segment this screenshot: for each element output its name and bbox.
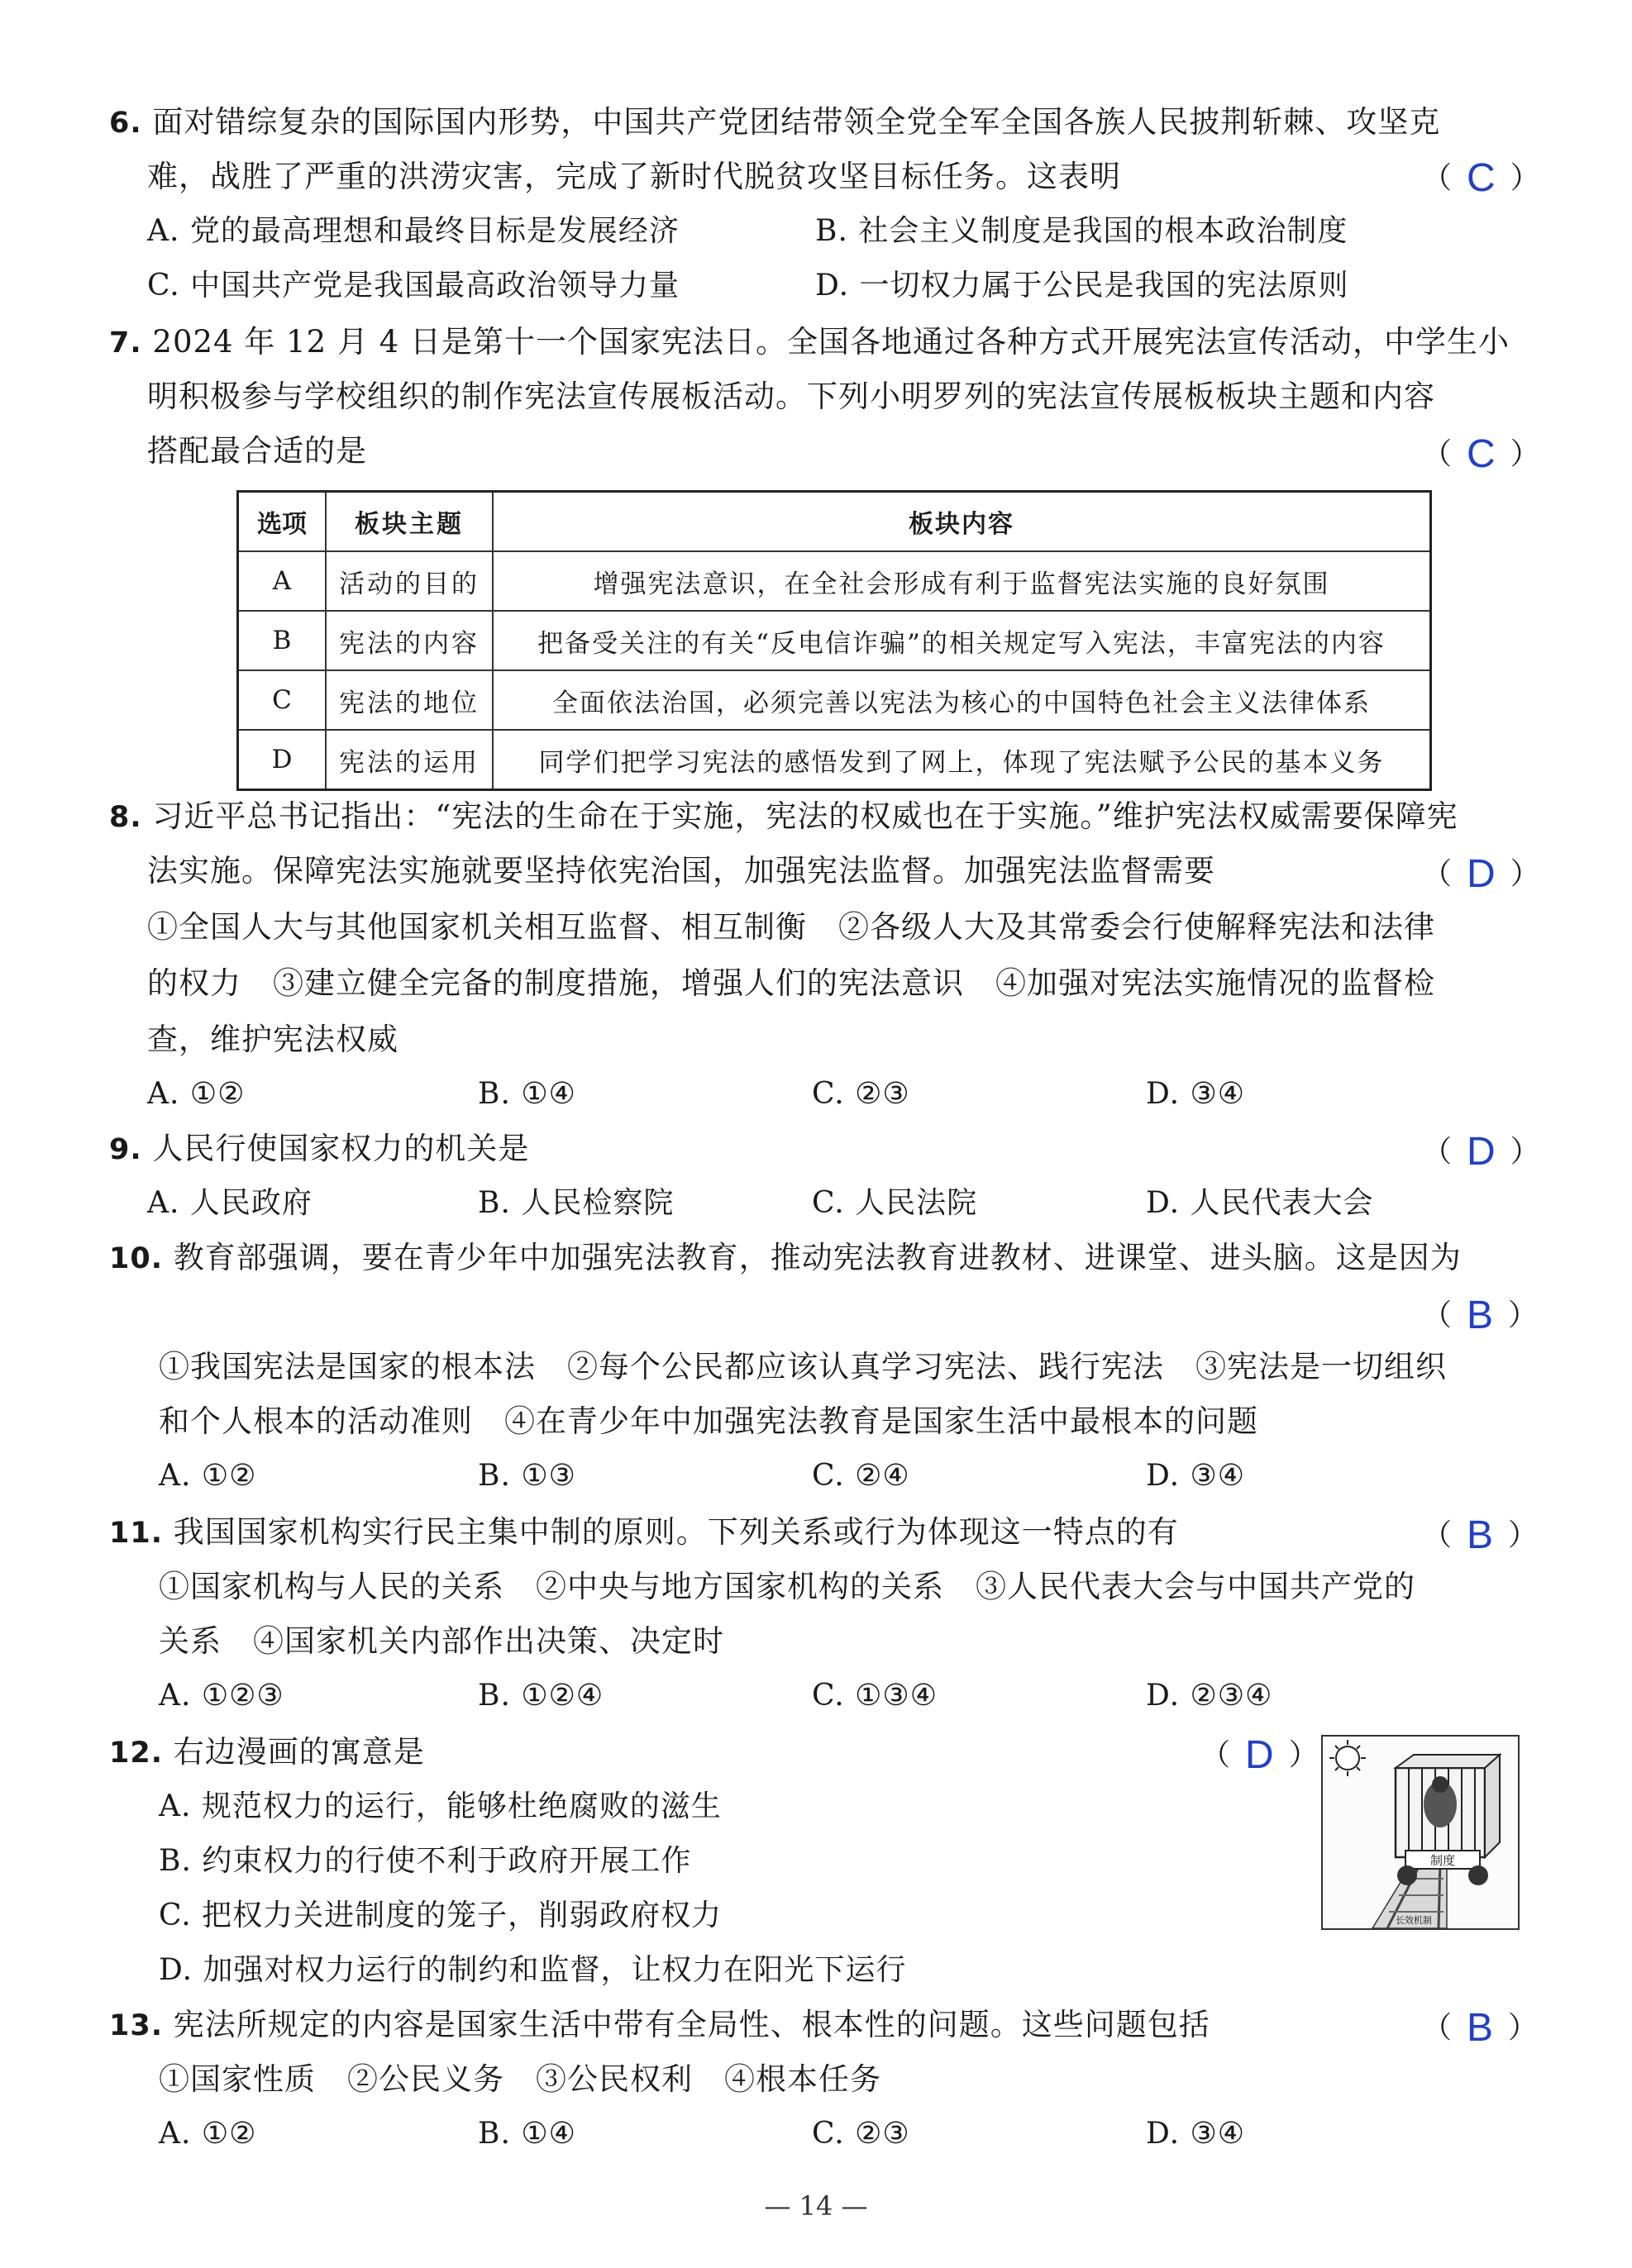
q12-cartoon — [1321, 1735, 1520, 1930]
q12-option-d: D. 加强对权力运行的制约和监督，让权力在阳光下运行 — [159, 1953, 907, 1987]
q6-option-d: D. 一切权力属于公民是我国的宪法原则 — [815, 269, 1349, 303]
q8-option-b: B. ①④ — [478, 1077, 576, 1111]
q7-answer: C — [1467, 432, 1496, 476]
q13-option-d: D. ③④ — [1146, 2117, 1246, 2151]
q10-option-d: D. ③④ — [1146, 1459, 1246, 1493]
q10-option-c: C. ②④ — [812, 1459, 910, 1493]
q6-stem-line-2: 难，战胜了严重的洪涝灾害，完成了新时代脱贫攻坚目标任务。这表明 — [147, 159, 1121, 194]
q10-stem-line-2: ①我国宪法是国家的根本法 ②每个公民都应该认真学习宪法、践行宪法 ③宪法是一切组织 — [159, 1349, 1447, 1384]
q13-option-c: C. ②③ — [812, 2117, 910, 2151]
q9-stem-line-1 — [109, 1127, 529, 1171]
table-row — [238, 670, 1431, 730]
table-row — [238, 551, 1431, 611]
sun-icon — [1329, 1740, 1366, 1776]
q9-number: 9. — [109, 1133, 142, 1166]
q7-answer-paren: （ C ） — [1422, 432, 1540, 476]
q11-option-d: D. ②③④ — [1146, 1679, 1273, 1713]
q11-stem-line-3: 关系 ④国家机关内部作出决策、决定时 — [159, 1623, 724, 1659]
q10-text-1: 教育部强调，要在青少年中加强宪法教育，推动宪法教育进教材、进课堂、进头脑。这是因为 — [173, 1240, 1462, 1275]
q7-number: 7. — [109, 326, 142, 360]
q7-row-a-content: 增强宪法意识，在全社会形成有利于监督宪法实施的良好氛围 — [493, 551, 1431, 611]
q8-answer: D — [1467, 852, 1496, 896]
q11-answer-paren: （ B ） — [1422, 1513, 1539, 1557]
q7-row-a-option: A — [238, 551, 327, 611]
q12-option-a: A. 规范权力的运行，能够杜绝腐败的滋生 — [159, 1789, 722, 1823]
q8-text-1: 习近平总书记指出：“宪法的生命在于实施，宪法的权威也在于实施。”维护宪法权威需要保障宪 — [152, 798, 1458, 834]
q7-stem-line-3: 搭配最合适的是 — [147, 433, 367, 469]
q7-text-1: 2024 年 12 月 4 日是第十一个国家宪法日。全国各地通过各种方式开展宪法宣传活动，中学生小 — [152, 324, 1510, 360]
q8-option-c: C. ②③ — [812, 1077, 910, 1111]
q11-stem-line-2: ①国家机构与人民的关系 ②中央与地方国家机构的关系 ③人民代表大会与中国共产党的 — [159, 1569, 1415, 1604]
q9-option-d: D. 人民代表大会 — [1146, 1186, 1374, 1220]
q10-answer: B — [1467, 1294, 1494, 1337]
q11-number: 11. — [109, 1517, 164, 1550]
q7-row-b-theme: 宪法的内容 — [326, 611, 493, 670]
q6-stem-line-1 — [109, 101, 1440, 145]
track-label: 长效机制 — [1396, 1915, 1432, 1926]
q13-option-b: B. ①④ — [478, 2117, 576, 2151]
q7-row-c-option: C — [238, 670, 327, 730]
cage-cart-illustration — [1323, 1737, 1518, 1928]
q9-option-a: A. 人民政府 — [147, 1186, 313, 1220]
q7-row-a-theme: 活动的目的 — [326, 551, 493, 611]
q7-row-c-content: 全面依法治国，必须完善以宪法为核心的中国特色社会主义法律体系 — [493, 670, 1431, 730]
q7-header-option: 选项 — [238, 492, 327, 552]
q13-number: 13. — [109, 2009, 164, 2042]
q13-text-1: 宪法所规定的内容是国家生活中带有全局性、根本性的问题。这些问题包括 — [173, 2007, 1210, 2042]
page-number: — 14 — — [764, 2190, 868, 2222]
q8-stem-line-1 — [109, 795, 1458, 839]
table-row — [238, 730, 1431, 790]
q11-text-1: 我国国家机构实行民主集中制的原则。下列关系或行为体现这一特点的有 — [173, 1514, 1179, 1550]
q6-number: 6. — [109, 107, 142, 140]
q9-text-1: 人民行使国家权力的机关是 — [152, 1131, 530, 1166]
q11-option-a: A. ①②③ — [159, 1679, 284, 1713]
q8-stem-line-5: 查，维护宪法权威 — [147, 1022, 398, 1057]
q12-text-1: 右边漫画的寓意是 — [173, 1734, 425, 1770]
q13-answer: B — [1467, 2006, 1494, 2050]
q8-stem-line-4: 的权力 ③建立健全完备的制度措施，增强人们的宪法意识 ④加强对宪法实施情况的监督检 — [147, 965, 1435, 1001]
q10-option-a: A. ①② — [159, 1459, 257, 1493]
q13-stem-line-2: ①国家性质 ②公民义务 ③公民权利 ④根本任务 — [159, 2061, 881, 2097]
q13-answer-paren: （ B ） — [1422, 2006, 1539, 2050]
q7-table-header — [238, 492, 1431, 552]
q11-option-b: B. ①②④ — [478, 1679, 604, 1713]
q9-answer-paren: （ D ） — [1422, 1130, 1540, 1174]
q6-answer: C — [1467, 156, 1496, 200]
q6-text-1: 面对错综复杂的国际国内形势，中国共产党团结带领全党全军全国各族人民披荆斩棘、攻坚克 — [152, 104, 1441, 140]
q7-row-d-theme: 宪法的运用 — [326, 730, 493, 790]
q12-option-c: C. 把权力关进制度的笼子，削弱政府权力 — [159, 1899, 723, 1932]
q11-option-c: C. ①③④ — [812, 1679, 938, 1713]
q7-header-theme: 板块主题 — [326, 492, 493, 552]
q6-option-a: A. 党的最高理想和最终目标是发展经济 — [147, 214, 680, 248]
q7-stem-line-1 — [109, 321, 1510, 364]
q10-number: 10. — [109, 1242, 164, 1275]
q10-stem-line-1 — [109, 1236, 1462, 1280]
q12-answer: D — [1245, 1733, 1274, 1777]
table-row — [238, 611, 1431, 670]
q12-number: 12. — [109, 1737, 164, 1770]
q12-stem-line-1 — [109, 1731, 425, 1775]
q7-table — [236, 490, 1432, 791]
q8-number: 8. — [109, 801, 142, 834]
q6-answer-paren: （ C ） — [1422, 156, 1540, 200]
q7-row-c-theme: 宪法的地位 — [326, 670, 493, 730]
q7-row-b-content: 把备受关注的有关“反电信诈骗”的相关规定写入宪法，丰富宪法的内容 — [493, 611, 1431, 670]
q8-stem-line-3: ①全国人大与其他国家机关相互监督、相互制衡 ②各级人大及其常委会行使解释宪法和法律 — [147, 909, 1435, 945]
q7-row-d-content: 同学们把学习宪法的感悟发到了网上，体现了宪法赋予公民的基本义务 — [493, 730, 1431, 790]
q7-stem-line-2: 明积极参与学校组织的制作宪法宣传展板活动。下列小明罗列的宪法宣传展板板块主题和内容 — [147, 379, 1435, 414]
q9-answer: D — [1467, 1130, 1496, 1174]
q9-option-b: B. 人民检察院 — [478, 1186, 675, 1220]
q6-option-b: B. 社会主义制度是我国的根本政治制度 — [815, 214, 1348, 248]
q12-option-b: B. 约束权力的行使不利于政府开展工作 — [159, 1844, 692, 1878]
q6-option-c: C. 中国共产党是我国最高政治领导力量 — [147, 269, 680, 303]
q7-row-b-option: B — [238, 611, 327, 670]
q7-header-content: 板块内容 — [493, 492, 1431, 552]
q13-stem-line-1 — [109, 2004, 1210, 2047]
q8-option-a: A. ①② — [147, 1077, 246, 1111]
q10-answer-paren: （ B ） — [1422, 1294, 1539, 1337]
q12-answer-paren: （ D ） — [1200, 1733, 1319, 1777]
q10-stem-line-3: 和个人根本的活动准则 ④在青少年中加强宪法教育是国家生活中最根本的问题 — [159, 1403, 1258, 1439]
q8-stem-line-2: 法实施。保障宪法实施就要坚持依宪治国，加强宪法监督。加强宪法监督需要 — [147, 853, 1215, 889]
cage-label: 制度 — [1429, 1853, 1456, 1868]
q10-option-b: B. ①③ — [478, 1459, 576, 1493]
q7-row-d-option: D — [238, 730, 327, 790]
q8-option-d: D. ③④ — [1146, 1077, 1246, 1111]
q9-option-c: C. 人民法院 — [812, 1186, 978, 1220]
q13-option-a: A. ①② — [159, 2117, 257, 2151]
q11-answer: B — [1467, 1513, 1494, 1557]
q8-answer-paren: （ D ） — [1422, 852, 1540, 896]
q11-stem-line-1 — [109, 1511, 1179, 1555]
